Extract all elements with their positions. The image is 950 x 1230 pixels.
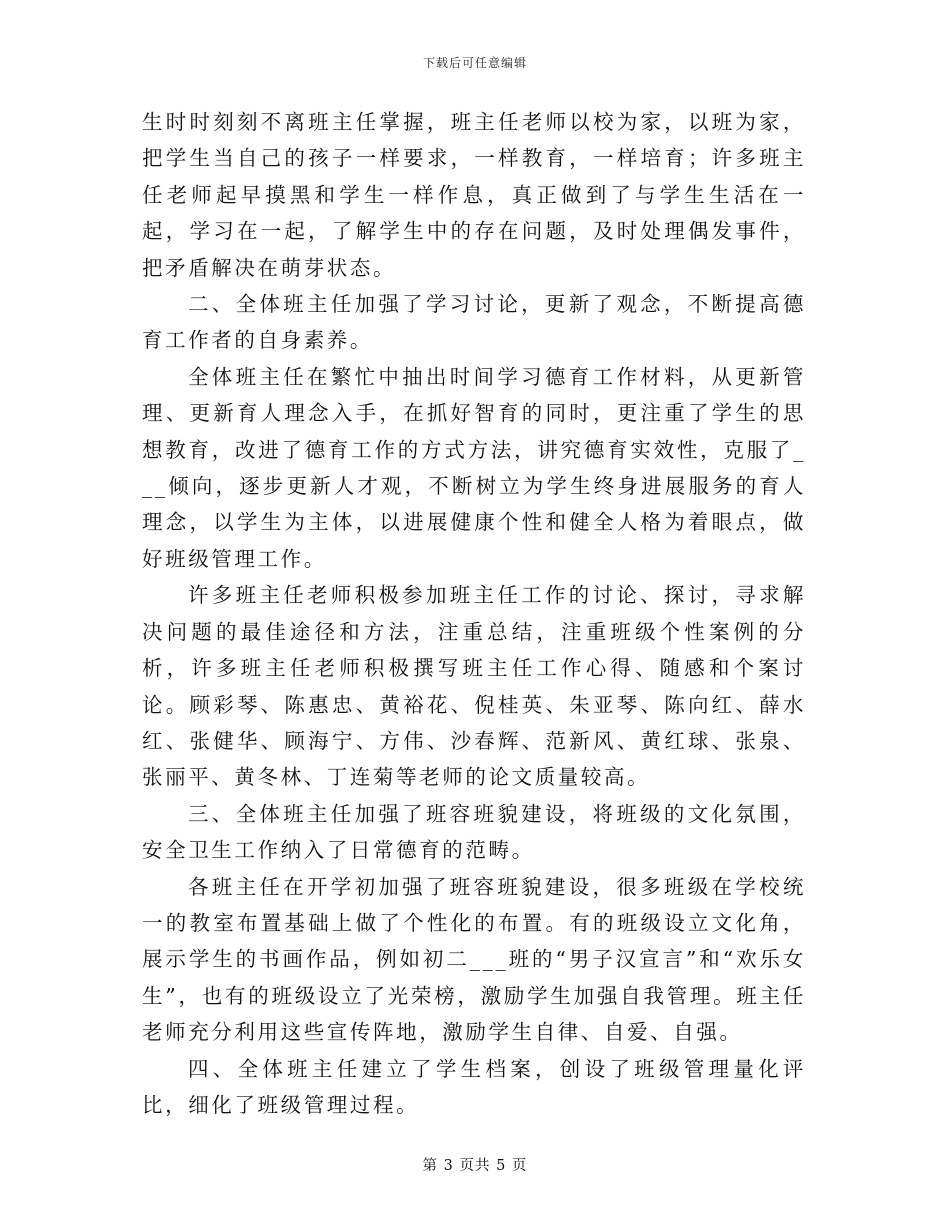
- paragraph-7: 四、全体班主任建立了学生档案，创设了班级管理量化评比，细化了班级管理过程。: [142, 1056, 806, 1117]
- paragraph-4: 许多班主任老师积极参加班主任工作的讨论、探讨，寻求解决问题的最佳途径和方法，注重总结，注重班级个性案例的分析，许多班主任老师积极撰写班主任工作心得、随感和个案讨论。顾彩琴、陈惠忠、黄裕花、倪桂英、朱亚琴、陈向红、薛水红、张健华、顾海宁、方伟、沙春辉、范新风、黄红球、张泉、张丽平、黄冬林、丁连菊等老师的论文质量较高。: [142, 583, 806, 790]
- header-note: 下载后可任意编辑: [422, 56, 527, 70]
- paragraph-5: 三、全体班主任加强了班容班貌建设，将班级的文化氛围，安全卫生工作纳入了日常德育的范畴。: [142, 801, 806, 863]
- paragraph-1: 生时时刻刻不离班主任掌握，班主任老师以校为家，以班为家，把学生当自己的孩子一样要求，一样教育，一样培育；许多班主任老师起早摸黑和学生一样作息，真正做到了与学生生活在一起，学习在一起，了解学生中的存在问题，及时处理偶发事件，把矛盾解决在萌芽状态。: [142, 110, 806, 280]
- document-body: [142, 104, 806, 1123]
- page-number: 第 3 页共 5 页: [422, 1158, 528, 1174]
- paragraph-2: 二、全体班主任加强了学习讨论，更新了观念，不断提高德育工作者的自身素养。: [142, 292, 806, 353]
- paragraph-6: 各班主任在开学初加强了班容班貌建设，很多班级在学校统一的教室布置基础上做了个性化的布置。有的班级设立文化角，展示学生的书画作品，例如初二___班的“男子汉宣言”和“欢乐女生”，也有的班级设立了光荣榜，激励学生加强自我管理。班主任老师充分利用这些宣传阵地，激励学生自律、自爱、自强。: [142, 874, 806, 1045]
- paragraph-3: 全体班主任在繁忙中抽出时间学习德育工作材料，从更新管理、更新育人理念入手，在抓好智育的同时，更注重了学生的思想教育，改进了德育工作的方式方法，讲究德育实效性，克服了___倾向，逐步更新人才观，不断树立为学生终身进展服务的育人理念，以学生为主体，以进展健康个性和健全人格为着眼点，做好班级管理工作。: [142, 364, 806, 571]
